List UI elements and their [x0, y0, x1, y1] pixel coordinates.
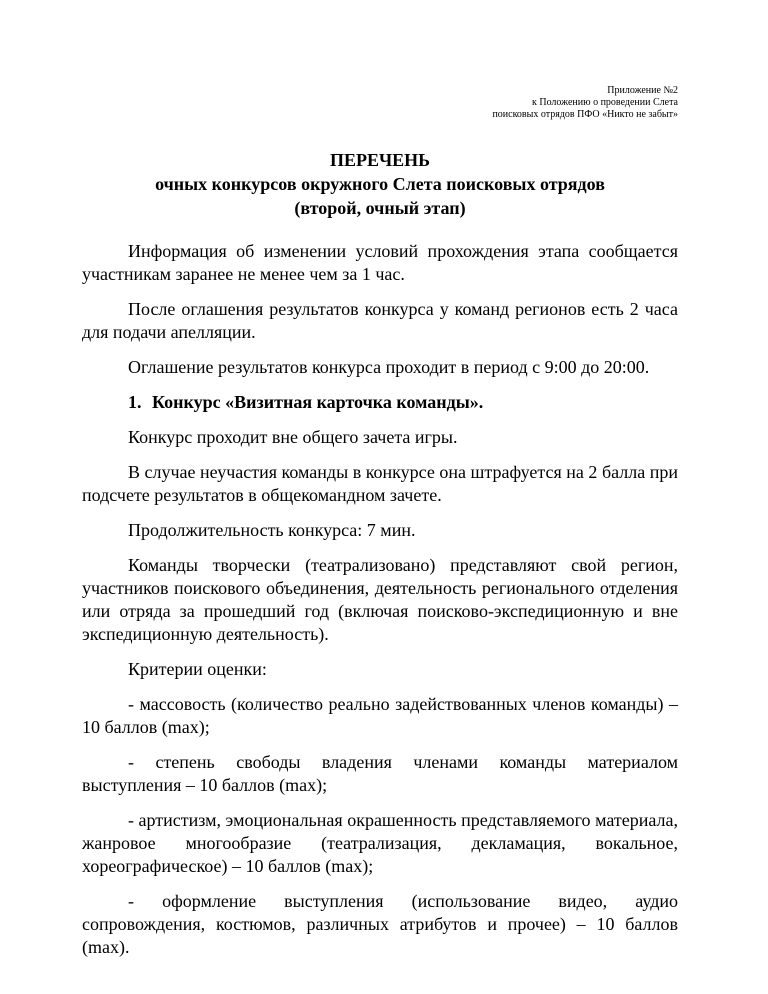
paragraph-results-time: Оглашение результатов конкурса проходит в период с 9:00 до 20:00. — [128, 357, 650, 377]
title-line-3: (второй, очный этап) — [294, 198, 466, 218]
document-page — [82, 0, 678, 994]
criteria-title: Критерии оценки: — [128, 659, 267, 679]
annex-line-3: поисковых отрядов ПФО «Никто не забыт» — [492, 109, 678, 120]
annex-note — [492, 85, 678, 121]
criteria-item-3: - артистизм, эмоциональная окрашенность представляемого материала, жанровое многообразие (театрализация, декламация, вокальное, хореографическое) – 10 баллов (max); — [82, 810, 678, 876]
section-1-paragraph-1: Конкурс проходит вне общего зачета игры. — [128, 427, 458, 447]
title-line-1: ПЕРЕЧЕНЬ — [329, 150, 431, 170]
criteria-item-4: - оформление выступления (использование видео, аудио сопровождения, костюмов, различных атрибутов и прочее) – 10 баллов (max). — [82, 891, 678, 957]
criteria-item-1: - массовость (количество реально задействованных членов команды) – 10 баллов (max); — [82, 694, 678, 737]
document-title — [82, 148, 678, 220]
paragraph-stage-info: Информация об изменении условий прохождения этапа сообщается участникам заранее не менее чем за 1 час. — [82, 241, 678, 284]
paragraph-appeal: После оглашения результатов конкурса у команд регионов есть 2 часа для подачи апелляции. — [82, 299, 678, 342]
section-1-title: Конкурс «Визитная карточка команды». — [152, 392, 484, 412]
section-1-paragraph-4: Команды творчески (театрализовано) представляют свой регион, участников поискового объединения, деятельность регионального отделения или отряда за прошедший год (включая поисково-экспедиционную и вне экспедиционную деятельность). — [82, 555, 678, 644]
title-line-2: очных конкурсов окружного Слета поисковых отрядов — [155, 174, 605, 194]
section-1-paragraph-2: В случае неучастия команды в конкурсе она штрафуется на 2 балла при подсчете результатов в общекомандном зачете. — [82, 462, 678, 505]
document-body — [82, 240, 678, 971]
section-1-paragraph-3: Продолжительность конкурса: 7 мин. — [128, 520, 416, 540]
annex-line-2: к Положению о проведении Слета — [531, 97, 678, 108]
criteria-item-2: - степень свободы владения членами команды материалом выступления – 10 баллов (max); — [82, 752, 678, 795]
annex-line-1: Приложение №2 — [607, 85, 678, 96]
section-1-heading — [82, 391, 678, 414]
section-1-number: 1. — [128, 392, 142, 412]
